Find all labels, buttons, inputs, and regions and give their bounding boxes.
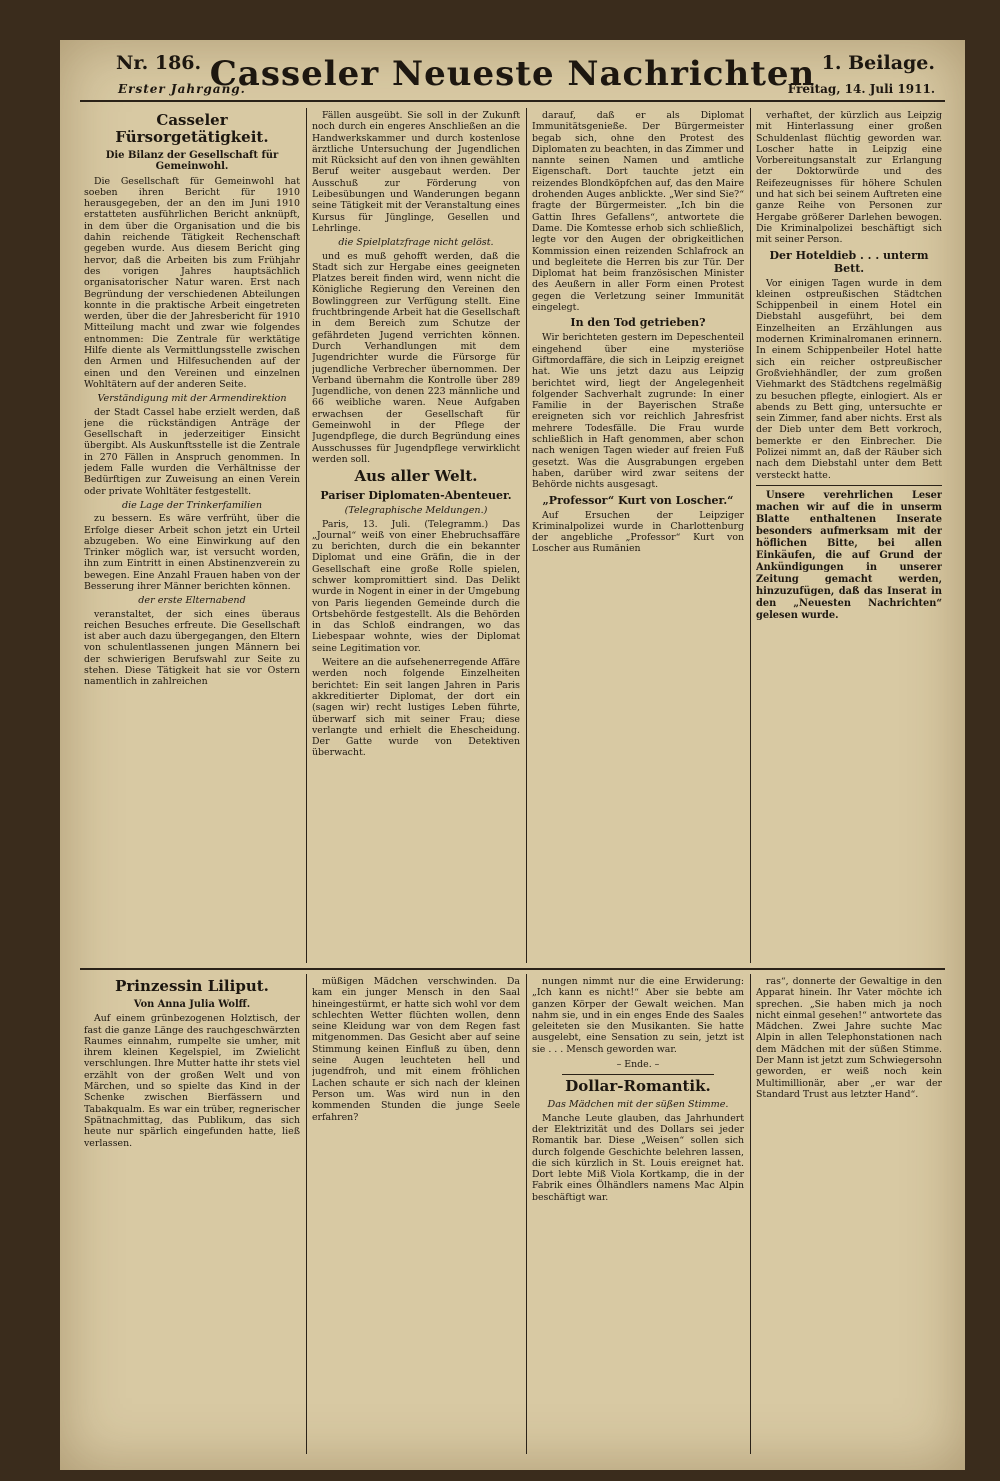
headline-fuersorge: Casseler Fürsorgetätigkeit. bbox=[115, 111, 269, 146]
lower-column-3 bbox=[532, 976, 744, 1456]
headline-hoteldieb: Der Hoteldieb . . . unterm Bett. bbox=[769, 248, 929, 275]
headline-dollar: Dollar-Romantik. bbox=[565, 1077, 711, 1096]
lower-column-1 bbox=[84, 976, 300, 1456]
story-end-marker: – Ende. – bbox=[616, 1059, 660, 1071]
paragraph: zu bessern. Es wäre verfrüht, über die Erfolge dieser Arbeit schon jetzt ein Urteil abzugeben. Wo eine Einwirkung auf den Trinker möglich war, ist versucht worden, ihn zum Eintritt in einen Abstinenzverein zu bewegen. Eine Anzahl Frauen haben von der Besserung ihrer Männer berichten können. bbox=[84, 513, 300, 592]
paragraph: der Stadt Cassel habe erzielt werden, daß jene die rückständigen Anträge der Gesellschaft in jederzeitiger Einsicht übergibt. Als Auskunftsstelle ist die Zentrale in 270 Fällen in Anspruch genommen. In jedem Falle wurden die Verhältnisse der Bedürftigen zur Zuweisung an einen Verein oder private Wohltäter festgestellt. bbox=[84, 406, 300, 497]
paragraph: und es muß gehofft werden, daß die Stadt sich zur Hergabe eines geeigneten Platzes bereit finden wird, wenn nicht die Königliche Regierung den Vereinen den Bowlinggreen zur Verfügung stellt. Eine fruchtbringende Arbeit hat die Gesellschaft in dem Bereich zum Schutze der gefährdeten Jugend verrichten können. Durch Verhandlungen mit dem Jugendrichter wurde die Fürsorge für jugendliche Verbrecher übernommen. Der Verband übernahm die Kontrolle über 289 Jugendliche, von denen 223 männliche und 66 weibliche waren. Neue Aufgaben erwachsen der Gesellschaft für Gemeinwohl in der Pflege der Jugendpflege, die durch Begründung eines Ausschusses für Jugendpflege verwirklicht werden soll. bbox=[312, 250, 520, 465]
paragraph: Vor einigen Tagen wurde in dem kleinen ostpreußischen Städtchen Schippenbeil in einem Hotel ein Diebstahl ausgeführt, bei dem Einzelheiten an Erzählungen aus modernen Kriminalromanen erinnern. In einem Schippenbeiler Hotel hatte sich ein reicher ostpreußischer Großviehhändler, der zum großen Viehmarkt des Städtchens regelmäßig zu besuchen pflegte, einlogiert. Als er abends zu Bett ging, untersuchte er sein Zimmer, fand aber nichts. Erst als der Dieb unter dem Bett vorkroch, bemerkte er den Einbrecher. Die Polizei nimmt an, daß der Räuber sich nach dem Diebstahl unter dem Bett versteckt hatte. bbox=[756, 277, 942, 481]
column-rule-2 bbox=[526, 108, 527, 963]
notice-rule bbox=[756, 485, 942, 486]
headline-tod: In den Tod getrieben? bbox=[570, 316, 706, 330]
header-rule bbox=[80, 100, 945, 102]
subtitle-dollar: Das Mädchen mit der süßen Stimme. bbox=[547, 1099, 729, 1111]
paragraph: darauf, daß er als Diplomat Immunitätsgenieße. Der Bürgermeister begab sich, ohne den Protest des Diplomaten zu beachten, in das Zimmer und nannte seinen Namen und amtliche Eigenschaft. Dort tauchte jetzt ein reizendes Blondköpfchen auf, das den Maire drohenden Auges anblickte. „Wer sind Sie?“ fragte der Bürgermeister. „Ich bin die Gattin Ihres Gefallens“, antwortete die Dame. Die Komtesse erhob sich schließlich, legte vor den Augen der obrigkeitlichen Kommission einen reizenden Schlafrock an und begleitete die Herren bis zur Tür. Der Diplomat hat beim französischen Minister des Aeußern in aller Form einen Protest gegen die Verletzung seiner Immunität eingelegt. bbox=[532, 110, 744, 314]
lower-rule-2 bbox=[526, 974, 527, 1454]
headline-aus-aller-welt: Aus aller Welt. bbox=[354, 467, 478, 486]
subtitle-bilanz: Die Bilanz der Gesellschaft für Gemeinwohl. bbox=[105, 150, 279, 173]
dateline-telegraph: (Telegraphische Meldungen.) bbox=[344, 505, 488, 517]
paragraph: Auf einem grünbezogenen Holztisch, der fast die ganze Länge des rauchgeschwärzten Raumes einnahm, rumpelte sie umher, mit ihrem kleinen Kegelspiel, im Zwielicht verschlungen. Ihre Mutter hatte ihr stets viel erzählt von der großen Welt und von Märchen, und so spielte das Kind in der Schenke zwischen Bierfässern und Tabakqualm. Es war ein trüber, regnerischer Spätnachmittag, das Publikum, das sich heute nur spärlich eingefunden hatte, ließ verlassen. bbox=[84, 1013, 300, 1149]
section-title: die Lage der Trinkerfamilien bbox=[121, 499, 263, 511]
paragraph: müßigen Mädchen verschwinden. Da kam ein junger Mensch in den Saal hineingestürmt, er hatte sich wohl vor dem schlechten Wetter flüchten wollen, denn seine Kleidung war von dem Regen fast mitgenommen. Das Gesicht aber auf seine Stimmung keinen Einfluß zu üben, denn seine Augen leuchteten hell und jugendfroh, und mit einem fröhlichen Lachen schaute er sich nach der kleinen Person um. Was wird nun in den kommenden Stunden die junge Seele erfahren? bbox=[312, 976, 520, 1123]
lower-rule-1 bbox=[306, 974, 307, 1454]
column-2 bbox=[312, 110, 520, 965]
paragraph: Weitere an die aufsehenerregende Affäre werden noch folgende Einzelheiten berichtet: Ein seit langen Jahren in Paris akkreditierter Diplomat, der dort ein (sagen wir) recht lustiges Leben führte, überwarf sich mit seiner Frau; diese verlangte und erhielt die Ehescheidung. Der Gatte wurde von Detektiven überwacht. bbox=[312, 657, 520, 759]
paragraph: nungen nimmt nur die eine Erwiderung: „Ich kann es nicht!“ Aber sie bebte am ganzen Körper der Gewalt weichen. Man nahm sie, und in ein enges Ende des Saales geleiteten sie den Musikanten. Sie hatte ausgelebt, eine Sensation zu sein, jetzt ist sie . . . Mensch geworden war. bbox=[532, 976, 744, 1055]
reader-notice: Unsere verehrlichen Leser machen wir auf die in unserm Blatte enthaltenen Inserate besonders aufmerksam mit der höflichen Bitte, bei allen Einkäufen, die auf Grund der Ankündigungen in unserer Zeitung gemacht werden, hinzuzufügen, daß das Inserat in den „Neuesten Nachrichten“ gelesen wurde. bbox=[756, 489, 942, 621]
paragraph: veranstaltet, der sich eines überaus reichen Besuches erfreute. Die Gesellschaft ist aber auch dazu übergegangen, den Eltern von schulentlassenen jungen Männern bei der schwierigen Berufswahl zur Seite zu stehen. Diese Tätigkeit hat sie vor Ostern namentlich in zahlreichen bbox=[84, 608, 300, 688]
paragraph: Die Gesellschaft für Gemeinwohl hat soeben ihren Bericht für 1910 herausgegeben, der an den im Juni 1910 erstatteten ausführlichen Bericht anknüpft, in dem über die Organisation und die bis dahin reichende Tätigkeit Rechenschaft gegeben wurde. Aus diesem Bericht ging hervor, daß die Arbeiten bis zum Frühjahr des vorigen Jahres hauptsächlich organisatorischer Natur waren. Erst nach Begründung der verschiedenen Abteilungen konnte in die praktische Arbeit eingetreten werden, über die der Jahresbericht für 1910 Mitteilung macht und zwar wie folgendes entnommen: Die Zentrale für werktätige Hilfe diente als Vermittlungsstelle zwischen den Armen und Hilfesuchenden auf der einen und den Vereinen und einzelnen Wohltätern auf der anderen Seite. bbox=[84, 175, 300, 390]
masthead: Casseler Neueste Nachrichten bbox=[209, 54, 816, 94]
supplement-label: 1. Beilage. bbox=[821, 52, 935, 74]
paragraph: ras“, donnerte der Gewaltige in den Apparat hinein. Ihr Vater möchte ich sprechen. „Sie haben mich ja noch nicht einmal gesehen!“ antwortete das Mädchen. Zwei Jahre suchte Mac Alpin in allen Telephonstationen nach dem Mädchen mit der süßen Stimme. Der Mann ist jetzt zum Schwiegersohn geworden, er weiß noch kein Multimillionär, aber „er war der Standard Trust aus letzter Hand“. bbox=[756, 976, 942, 1100]
paragraph: Auf Ersuchen der Leipziger Kriminalpolizei wurde in Charlottenburg der angebliche „Professor“ Kurt von Loscher aus Rumänien bbox=[532, 509, 744, 555]
section-title: Verständigung mit der Armendirektion bbox=[97, 393, 287, 405]
newspaper-page bbox=[60, 40, 965, 1470]
column-4 bbox=[756, 110, 942, 965]
paragraph: Manche Leute glauben, das Jahrhundert der Elektrizität und des Dollars sei jeder Romantik bar. Diese „Weisen“ sollen sich durch folgende Geschichte belehren lassen, die sich kürzlich in St. Louis ereignet hat. Dort lebte Miß Viola Kortkamp, die in der Fabrik eines Ölhändlers namens Mac Alpin beschäftigt war. bbox=[532, 1112, 744, 1203]
paragraph: verhaftet, der kürzlich aus Leipzig mit Hinterlassung einer großen Schuldenlast flüchtig geworden war. Loscher hatte in Leipzig eine Vorbereitungsanstalt zur Erlangung der Doktorwürde und des Reifezeugnisses für höhere Schulen und hat sich bei seinem Auftreten eine ganze Reihe von Personen zur Hergabe größerer Darlehen bewogen. Die Kriminalpolizei beschäftigt sich mit seiner Person. bbox=[756, 110, 942, 246]
section-title: der erste Elternabend bbox=[138, 595, 246, 607]
section-rule bbox=[80, 968, 945, 970]
lower-rule-3 bbox=[750, 974, 751, 1454]
issue-date: Freitag, 14. Juli 1911. bbox=[787, 82, 935, 96]
story-divider bbox=[562, 1074, 714, 1075]
paragraph: Wir berichteten gestern im Depeschenteil eingehend über eine mysteriöse Giftmordaffäre, die sich in Leipzig ereignet hat. Wie uns jetzt dazu aus Leipzig berichtet wird, liegt der Angelegenheit folgender Sachverhalt zugrunde: In einer Familie in der Bayerischen Straße ereigneten sich vor reichlich Jahresfrist mehrere Todesfälle. Die Frau wurde schließlich in Haft genommen, aber schon nach wenigen Tagen wieder auf freien Fuß gesetzt. Was die Ausgrabungen ergeben haben, darüber wird zwar seitens der Behörde nichts ausgesagt. bbox=[532, 332, 744, 491]
section-title: die Spielplatzfrage nicht gelöst. bbox=[338, 237, 494, 249]
headline-pariser: Pariser Diplomaten-Abenteuer. bbox=[320, 489, 512, 503]
column-rule-1 bbox=[306, 108, 307, 963]
column-3 bbox=[532, 110, 744, 965]
lower-column-2 bbox=[312, 976, 520, 1456]
headline-professor: „Professor“ Kurt von Loscher.“ bbox=[542, 493, 734, 507]
column-1 bbox=[84, 110, 300, 965]
paragraph: Fällen ausgeübt. Sie soll in der Zukunft noch durch ein engeres Anschließen an die Handwerkskammer und durch kostenlose ärztliche Untersuchung der Jugendlichen mit Rücksicht auf den von ihnen gewählten Beruf weiter ausgebaut werden. Der Ausschuß zur Förderung von Leibesübungen und Wanderungen begann seine Tätigkeit mit der Veranstaltung eines Kursus für Jünglinge, Gesellen und Lehrlinge. bbox=[312, 110, 520, 234]
column-rule-3 bbox=[750, 108, 751, 963]
headline-liliput: Prinzessin Liliput. bbox=[115, 977, 269, 995]
issue-number: Nr. 186. bbox=[116, 52, 202, 74]
byline: Von Anna Julia Wolff. bbox=[133, 999, 251, 1010]
paragraph: Paris, 13. Juli. (Telegramm.) Das „Journal“ weiß von einer Ehebruchsaffäre zu berichten, durch die ein bekannter Diplomat und eine Gräfin, die in der Gesellschaft eine große Rolle spielen, schwer kompromittiert sind. Das Delikt wurde in Nogent in einer in der Umgebung von Paris liegenden Gemeinde durch die Ortsbehörde festgestellt. Als die Behörden in das Schloß eindrangen, wo das Liebespaar wohnte, wies der Diplomat seine Legitimation vor. bbox=[312, 518, 520, 654]
lower-column-4 bbox=[756, 976, 942, 1456]
volume-year: Erster Jahrgang. bbox=[118, 82, 246, 96]
